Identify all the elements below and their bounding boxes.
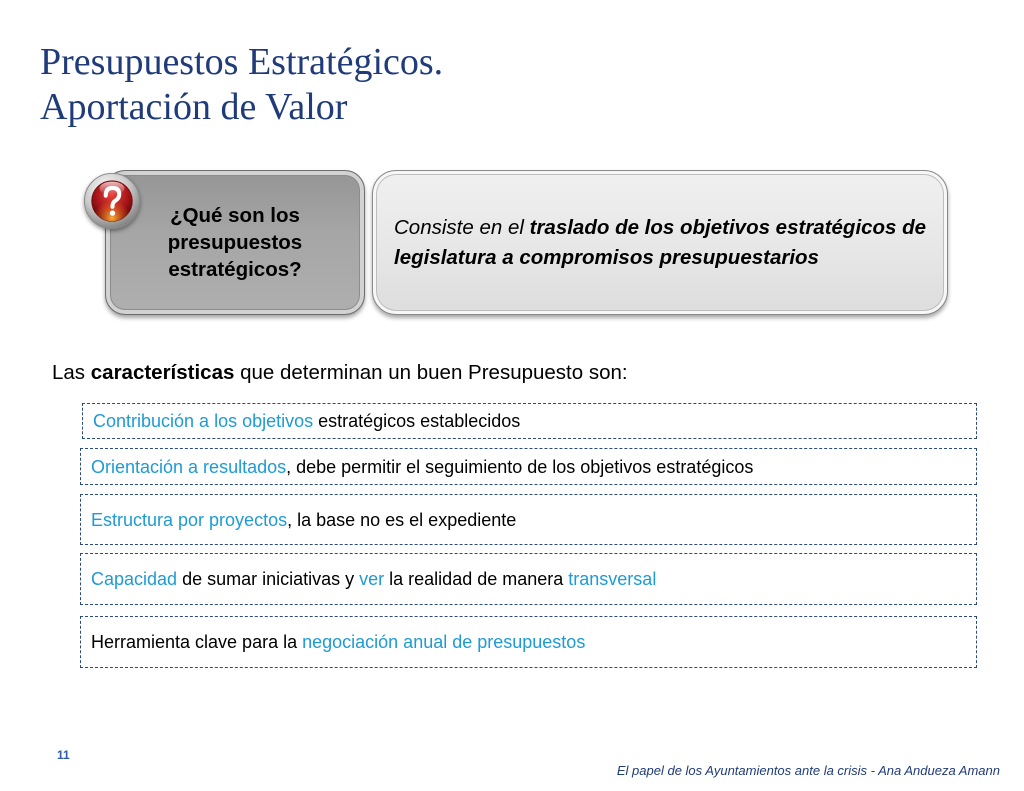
characteristic-item [82, 403, 977, 439]
characteristic-text [91, 509, 516, 531]
question-mark-icon [83, 172, 141, 230]
characteristic-highlight: Capacidad [91, 569, 178, 589]
characteristic-text [91, 568, 656, 590]
question-box [105, 170, 365, 315]
characteristic-plain: , la base no es el expediente [287, 509, 517, 530]
characteristic-highlight: Orientación a resultados [91, 456, 287, 477]
characteristic-plain: Herramienta clave para la [91, 632, 303, 652]
characteristic-item [80, 448, 977, 485]
characteristic-highlight: transversal [568, 569, 657, 589]
characteristic-text [93, 410, 520, 432]
answer-emphasis: traslado de los objetivos estratégicos de legislatura a compromisos presupuestarios [394, 215, 927, 269]
question-text: ¿Qué son los presupuestos estratégicos? [167, 204, 303, 281]
heading-before: Las [52, 361, 86, 384]
slide-title [40, 40, 443, 130]
characteristic-plain: de sumar iniciativas y [177, 569, 360, 589]
heading-bold: características [90, 361, 235, 384]
slide-title-line-2: Aportación de Valor [40, 86, 348, 128]
characteristic-plain: la realidad de manera [384, 569, 569, 589]
characteristic-highlight: Estructura por proyectos [91, 509, 288, 530]
answer-intro: Consiste en el [394, 215, 524, 239]
characteristic-text [91, 456, 753, 478]
characteristic-item [80, 494, 977, 545]
characteristic-plain: estratégicos establecidos [313, 411, 521, 431]
characteristic-highlight: ver [359, 569, 385, 589]
slide-title-line-1: Presupuestos Estratégicos. [40, 41, 444, 83]
answer-text [394, 213, 939, 273]
characteristic-item [80, 553, 977, 605]
characteristic-text [91, 631, 585, 653]
footer-credit: El papel de los Ayuntamientos ante la crisis - Ana Andueza Amann [616, 763, 1000, 778]
characteristic-plain: , debe permitir el seguimiento de los objetivos estratégicos [286, 456, 754, 477]
characteristic-item [80, 616, 977, 668]
characteristic-highlight: Contribución a los objetivos [93, 411, 314, 431]
characteristics-heading [52, 361, 628, 385]
answer-box [372, 170, 948, 315]
characteristic-highlight: negociación anual de presupuestos [302, 632, 586, 652]
page-number: 11 [57, 748, 70, 762]
heading-after: que determinan un buen Presupuesto son: [240, 361, 628, 384]
